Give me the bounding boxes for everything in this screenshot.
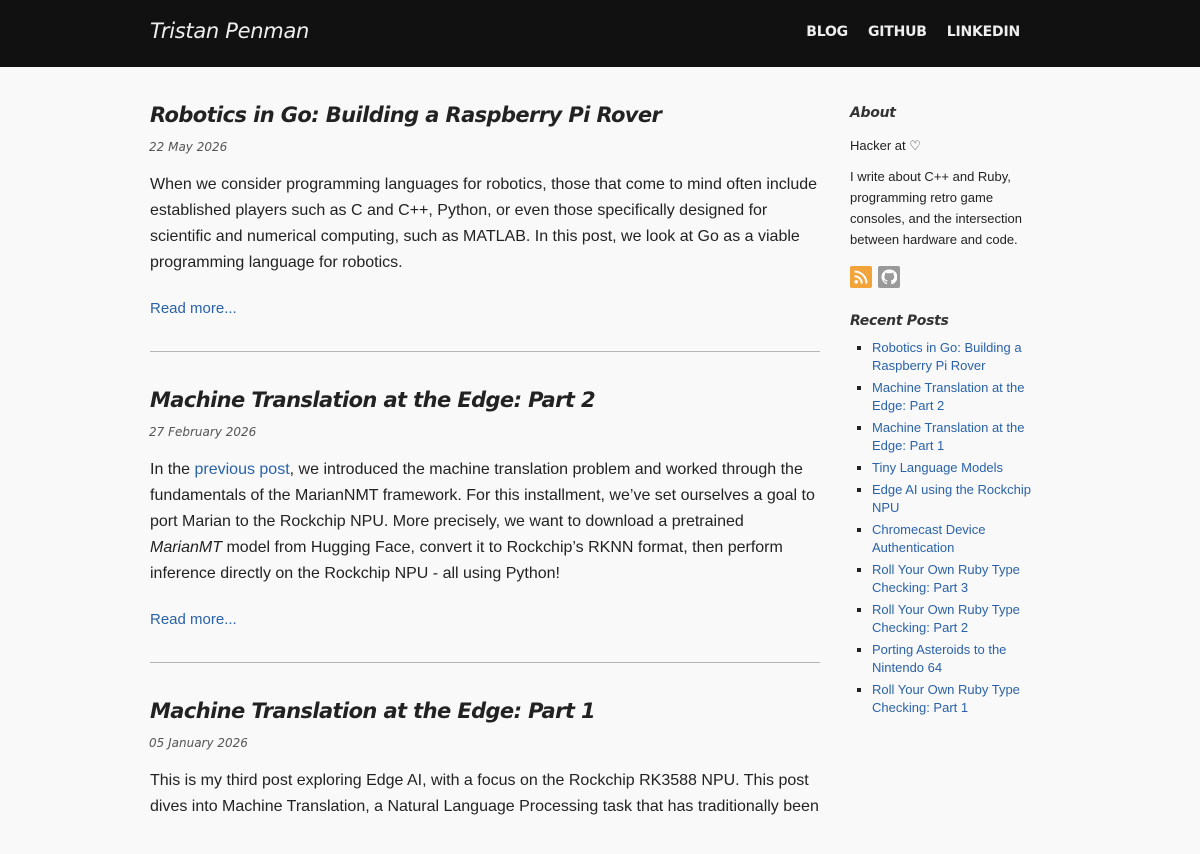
excerpt-text: In the	[150, 461, 195, 478]
post-title[interactable]: Robotics in Go: Building a Raspberry Pi Rover	[150, 103, 662, 127]
post-entry	[150, 352, 820, 663]
read-more-link[interactable]: Read more...	[150, 300, 237, 317]
recent-post-link[interactable]: Chromecast Device Authentication	[872, 522, 986, 555]
excerpt-text: , we introduced the machine translation problem and worked through the fundamentals of the MarianNMT framework. For this installment, we’ve set ourselves a goal to port Marian to the Rockchip NPU. More precisely, we want to download a pretrained	[150, 461, 815, 530]
about-tagline: Hacker at ♡	[850, 138, 921, 153]
nav-linkedin-link[interactable]: LINKEDIN	[946, 24, 1020, 40]
post-title[interactable]: Machine Translation at the Edge: Part 1	[150, 699, 596, 723]
sidebar	[850, 67, 1040, 721]
post-title[interactable]: Machine Translation at the Edge: Part 2	[150, 388, 596, 412]
recent-posts-heading: Recent Posts	[850, 313, 949, 329]
list-item	[872, 641, 1040, 677]
list-item	[872, 339, 1040, 375]
post-entry	[150, 663, 820, 854]
list-item	[872, 379, 1040, 415]
about-description: I write about C++ and Ruby, programming retro game consoles, and the intersection between hardware and code.	[850, 169, 1022, 247]
nav-blog-link[interactable]: BLOG	[806, 24, 848, 40]
post-entry	[150, 67, 820, 352]
recent-post-link[interactable]: Roll Your Own Ruby Type Checking: Part 3	[872, 562, 1020, 595]
excerpt-text: model from Hugging Face, convert it to Rockchip’s RKNN format, then perform inference directly on the Rockchip NPU - all using Python!	[150, 539, 783, 582]
recent-post-link[interactable]: Machine Translation at the Edge: Part 2	[872, 380, 1025, 413]
recent-post-link[interactable]: Tiny Language Models	[872, 460, 1004, 475]
recent-post-link[interactable]: Machine Translation at the Edge: Part 1	[872, 420, 1025, 453]
site-title[interactable]: Tristan Penman	[150, 19, 310, 43]
recent-post-link[interactable]: Porting Asteroids to the Nintendo 64	[872, 642, 1007, 675]
post-date: 05 January 2026	[149, 736, 248, 750]
github-icon[interactable]	[878, 266, 900, 288]
previous-post-link[interactable]: previous post	[194, 461, 290, 478]
recent-post-link[interactable]: Roll Your Own Ruby Type Checking: Part 1	[872, 682, 1020, 715]
main-nav	[806, 24, 1020, 40]
recent-post-link[interactable]: Robotics in Go: Building a Raspberry Pi Rover	[872, 340, 1022, 373]
post-list	[150, 67, 820, 854]
post-excerpt	[150, 457, 820, 587]
recent-post-link[interactable]: Roll Your Own Ruby Type Checking: Part 2	[872, 602, 1020, 635]
top-bar	[0, 0, 1200, 67]
list-item	[872, 481, 1040, 517]
list-item	[872, 561, 1040, 597]
recent-post-link[interactable]: Edge AI using the Rockchip NPU	[872, 482, 1031, 515]
post-excerpt: This is my third post exploring Edge AI, with a focus on the Rockchip RK3588 NPU. This post dives into Machine Translation, a Natural Language Processing task that has traditionally been	[150, 772, 819, 815]
list-item	[872, 681, 1040, 717]
recent-posts-list	[850, 339, 1040, 717]
about-heading: About	[850, 105, 896, 121]
post-date: 27 February 2026	[149, 425, 257, 439]
list-item	[872, 521, 1040, 557]
list-item	[872, 601, 1040, 637]
list-item	[872, 459, 1040, 477]
post-excerpt: When we consider programming languages for robotics, those that come to mind often include established players such as C and C++, Python, or even those specifically designed for scientific and numerical computing, such as MATLAB. In this post, we look at Go as a viable programming language for robotics.	[150, 176, 818, 271]
read-more-link[interactable]: Read more...	[150, 611, 237, 628]
post-date: 22 May 2026	[149, 140, 228, 154]
rss-icon[interactable]	[850, 266, 872, 288]
excerpt-italic-text: MarianMT	[150, 539, 223, 556]
list-item	[872, 419, 1040, 455]
nav-github-link[interactable]: GITHUB	[867, 24, 927, 40]
social-icons	[850, 266, 1040, 288]
